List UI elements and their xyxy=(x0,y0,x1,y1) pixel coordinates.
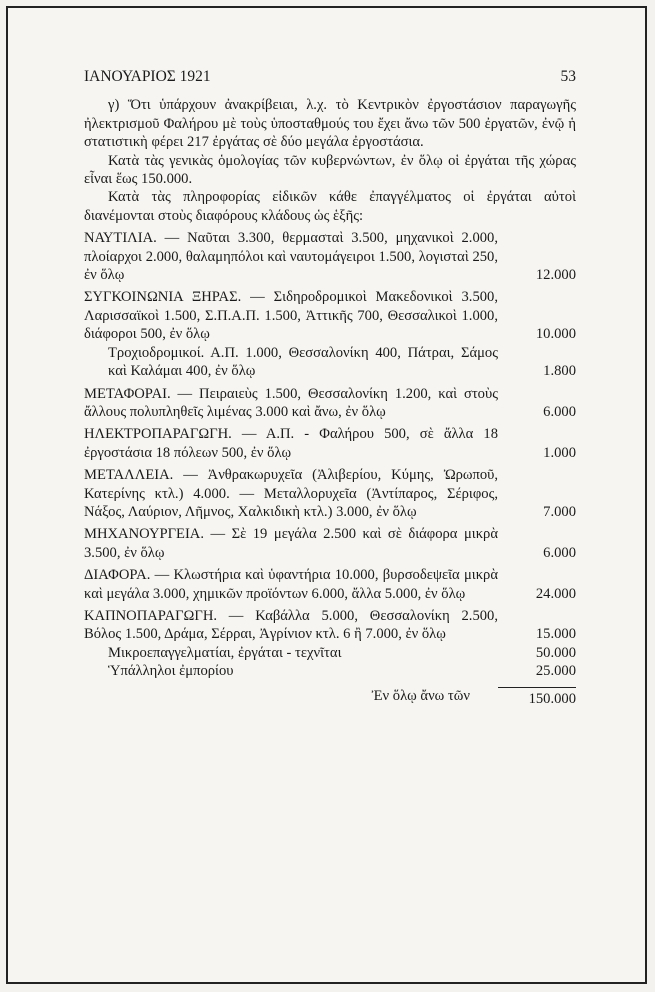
sector-row xyxy=(84,466,576,521)
sector-text: ΝΑΥΤΙΛΙΑ. — Ναῦται 3.300, θερμασταὶ 3.500, μηχανικοὶ 2.000, πλοίαρχοι 2.000, θαλαμηπόλοι καὶ ναυτομάγειροι 1.500, λογισταὶ 250, ἐν ὅλῳ xyxy=(84,230,498,284)
sector-text: ΔΙΑΦΟΡΑ. — Κλωστήρια καὶ ὑφαντήρια 10.000, βυρσοδεψεῖα μικρὰ καὶ μεγάλα 3.000, χημικῶν προϊόντων 6.000, ἄλλα 5.000, ἐν ὅλῳ xyxy=(84,567,498,602)
sector-amount: 1.000 xyxy=(543,444,576,461)
sector-amount: 12.000 xyxy=(535,267,576,284)
sector-amount: 25.000 xyxy=(535,663,576,680)
sector-amount: 6.000 xyxy=(543,403,576,420)
sector-amount: 15.000 xyxy=(535,626,576,643)
sector-amount: 24.000 xyxy=(535,585,576,602)
running-title: ΙΑΝΟΥΑΡΙΟΣ 1921 xyxy=(84,68,211,85)
sector-amount: 7.000 xyxy=(543,503,576,520)
section-synkoinonia xyxy=(84,288,576,380)
sector-row xyxy=(84,566,576,603)
page xyxy=(6,6,647,984)
sector-row xyxy=(84,288,576,343)
page-header xyxy=(84,68,576,86)
sector-text: Μικροεπαγγελματίαι, ἐργάται - τεχνῖται xyxy=(108,644,342,661)
paragraph: Κατὰ τὰς πληροφορίας εἰδικῶν κάθε ἐπαγγέλματος οἱ ἐργάται αὐτοὶ διανέμονται στοὺς διαφόρους κλάδους ὡς ἑξῆς: xyxy=(84,189,576,224)
sector-text: ΜΕΤΑΦΟΡΑΙ. — Πειραιεὺς 1.500, Θεσσαλονίκη 1.200, καὶ στοὺς ἄλλους πολυπληθεῖς λιμένας 3.000 καὶ ἄνω, ἐν ὅλῳ xyxy=(84,385,498,420)
sector-text: ΚΑΠΝΟΠΑΡΑΓΩΓΗ. — Καβάλλα 5.000, Θεσσαλονίκη 2.500, Βόλος 1.500, Δράμα, Σέρραι, Ἀγρίνιον κτλ. 6 ἢ 7.000, ἐν ὅλῳ xyxy=(84,607,498,643)
sector-subrow xyxy=(108,344,576,381)
sector-text: Ὑπάλληλοι ἐμπορίου xyxy=(108,663,234,680)
sector-row xyxy=(84,229,576,284)
sector-row xyxy=(84,525,576,562)
total-label: Ἐν ὅλῳ ἄνω τῶν xyxy=(371,687,470,704)
section-diafora xyxy=(84,566,576,603)
paragraph: γ) Ὅτι ὑπάρχουν ἀνακρίβειαι, λ.χ. τὸ Κεντρικὸν ἐργοστάσιον παραγωγῆς ἠλεκτρισμοῦ Φαλήρου μὲ τοὺς ὑποσταθμούς του ἔχει ἄνω τῶν 500 ἐργατῶν, ἐνῷ ἡ στατιστικὴ φέρει 217 ἐργάτας σὲ δύο μεγάλα ἐργοστάσια. xyxy=(84,97,576,151)
page-number: 53 xyxy=(560,68,576,85)
sector-subrow xyxy=(108,662,576,680)
sector-amount: 50.000 xyxy=(535,644,576,661)
sector-text: ΣΥΓΚΟΙΝΩΝΙΑ ΞΗΡΑΣ. — Σιδηροδρομικοὶ Μακεδονικοὶ 3.500, Λαρισσαϊκοὶ 1.500, Σ.Π.Α.Π. 1.500, Ἀττικῆς 700, Θεσσαλικοὶ 1.000, διάφοροι 500, ἐν ὅλῳ xyxy=(84,289,498,343)
section-michanourgeia xyxy=(84,525,576,562)
grand-total xyxy=(84,687,576,708)
section-metaforai xyxy=(84,385,576,422)
sector-text: ΗΛΕΚΤΡΟΠΑΡΑΓΩΓΗ. — Α.Π. - Φαλήρου 500, σὲ ἄλλα 18 ἐργοστάσια 18 πόλεων 500, ἐν ὅλῳ xyxy=(84,426,498,461)
sector-row xyxy=(84,607,576,644)
sector-amount: 1.800 xyxy=(543,363,576,380)
paragraph: Κατὰ τὰς γενικὰς ὁμολογίας τῶν κυβερνώντων, ἐν ὅλῳ οἱ ἐργάται τῆς χώρας εἶναι ἕως 150.000. xyxy=(84,152,576,188)
sector-row xyxy=(84,425,576,462)
total-amount: 150.000 xyxy=(498,687,576,708)
sector-text: ΜΕΤΑΛΛΕΙΑ. — Ἀνθρακωρυχεῖα (Ἀλιβερίου, Κύμης, Ὠρωποῦ, Κατερίνης κτλ.) 4.000. — Μεταλλορυχεῖα (Ἀντίπαρος, Σέριφος, Νάξος, Λαύριον, Λῆμνος, Χαλκιδικὴ κτλ.) 3.000, ἐν ὅλῳ xyxy=(84,467,498,520)
sector-row xyxy=(84,385,576,422)
sector-amount: 10.000 xyxy=(535,326,576,343)
section-naftilia xyxy=(84,229,576,284)
section-metalleia xyxy=(84,466,576,521)
section-kapnoparagogi xyxy=(84,607,576,681)
page-content xyxy=(84,68,576,708)
sector-amount: 6.000 xyxy=(543,544,576,561)
section-ilektroparagogi xyxy=(84,425,576,462)
sector-text: ΜΗΧΑΝΟΥΡΓΕΙΑ. — Σὲ 19 μεγάλα 2.500 καὶ σὲ διάφορα μικρὰ 3.500, ἐν ὅλῳ xyxy=(84,526,498,561)
sector-text: Τροχιοδρομικοί. Α.Π. 1.000, Θεσσαλονίκη 400, Πάτραι, Σάμος καὶ Καλάμαι 400, ἐν ὅλῳ xyxy=(108,344,498,380)
sector-subrow xyxy=(108,644,576,662)
